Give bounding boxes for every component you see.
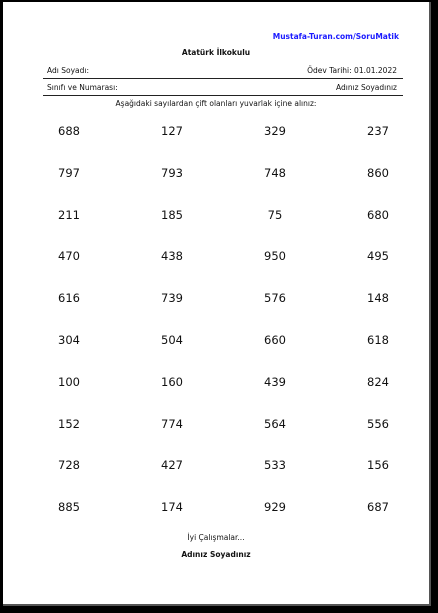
number-item[interactable]: 156: [367, 458, 389, 473]
number-item[interactable]: 438: [161, 249, 183, 264]
number-item[interactable]: 304: [58, 333, 80, 347]
number-item[interactable]: 793: [161, 165, 183, 180]
number-item[interactable]: 660: [264, 333, 286, 347]
number-item[interactable]: 687: [367, 500, 389, 515]
number-item[interactable]: 495: [367, 249, 389, 264]
number-item[interactable]: 329: [264, 124, 286, 138]
number-item[interactable]: 748: [264, 165, 286, 180]
number-item[interactable]: 211: [58, 207, 80, 222]
number-item[interactable]: 824: [367, 374, 389, 389]
name-date-row: [47, 66, 397, 75]
teacher-label: Adınız Soyadınız: [335, 83, 397, 92]
number-item[interactable]: 929: [264, 500, 286, 515]
number-item[interactable]: 680: [367, 207, 389, 222]
number-item[interactable]: 774: [161, 416, 183, 431]
number-item[interactable]: 185: [161, 207, 183, 222]
number-item[interactable]: 739: [161, 291, 183, 306]
number-item[interactable]: 688: [58, 124, 80, 138]
worksheet-page: [3, 2, 431, 606]
number-item[interactable]: 152: [58, 416, 80, 431]
name-label: Adı Soyadı:: [47, 66, 89, 75]
closing-wish: İyi Çalışmalar...: [187, 533, 245, 542]
number-item[interactable]: 75: [267, 207, 283, 222]
date-label: Ödev Tarihi: 01.01.2022: [307, 66, 397, 75]
number-item[interactable]: 533: [264, 458, 286, 473]
number-item[interactable]: 728: [58, 458, 80, 473]
number-item[interactable]: 160: [161, 374, 183, 389]
number-item[interactable]: 127: [161, 124, 183, 138]
number-item[interactable]: 618: [367, 333, 389, 347]
number-item[interactable]: 556: [367, 416, 389, 431]
number-item[interactable]: 427: [161, 458, 183, 473]
number-item[interactable]: 470: [58, 249, 80, 264]
number-item[interactable]: 576: [264, 291, 286, 306]
site-link[interactable]: Mustafa-Turan.com/SoruMatik: [272, 32, 399, 41]
signature: Adınız Soyadınız: [181, 550, 251, 559]
number-item[interactable]: 885: [58, 500, 80, 515]
number-item[interactable]: 564: [264, 416, 286, 431]
number-item[interactable]: 100: [58, 374, 80, 389]
class-label: Sınıfı ve Numarası:: [47, 83, 118, 92]
number-item[interactable]: 950: [264, 249, 286, 264]
number-item[interactable]: 504: [161, 333, 183, 347]
number-item[interactable]: 860: [367, 165, 389, 180]
divider: [43, 95, 403, 96]
instruction-text: Aşağıdaki sayılardan çift olanları yuvarlak içine alınız:: [115, 99, 317, 108]
school-title: Atatürk İlkokulu: [181, 48, 251, 57]
number-item[interactable]: 174: [161, 500, 183, 515]
number-item[interactable]: 439: [264, 374, 286, 389]
number-item[interactable]: 237: [367, 124, 389, 138]
class-teacher-row: [47, 83, 397, 92]
number-item[interactable]: 148: [367, 291, 389, 306]
number-item[interactable]: 797: [58, 165, 80, 180]
divider: [43, 78, 403, 79]
number-item[interactable]: 616: [58, 291, 80, 306]
